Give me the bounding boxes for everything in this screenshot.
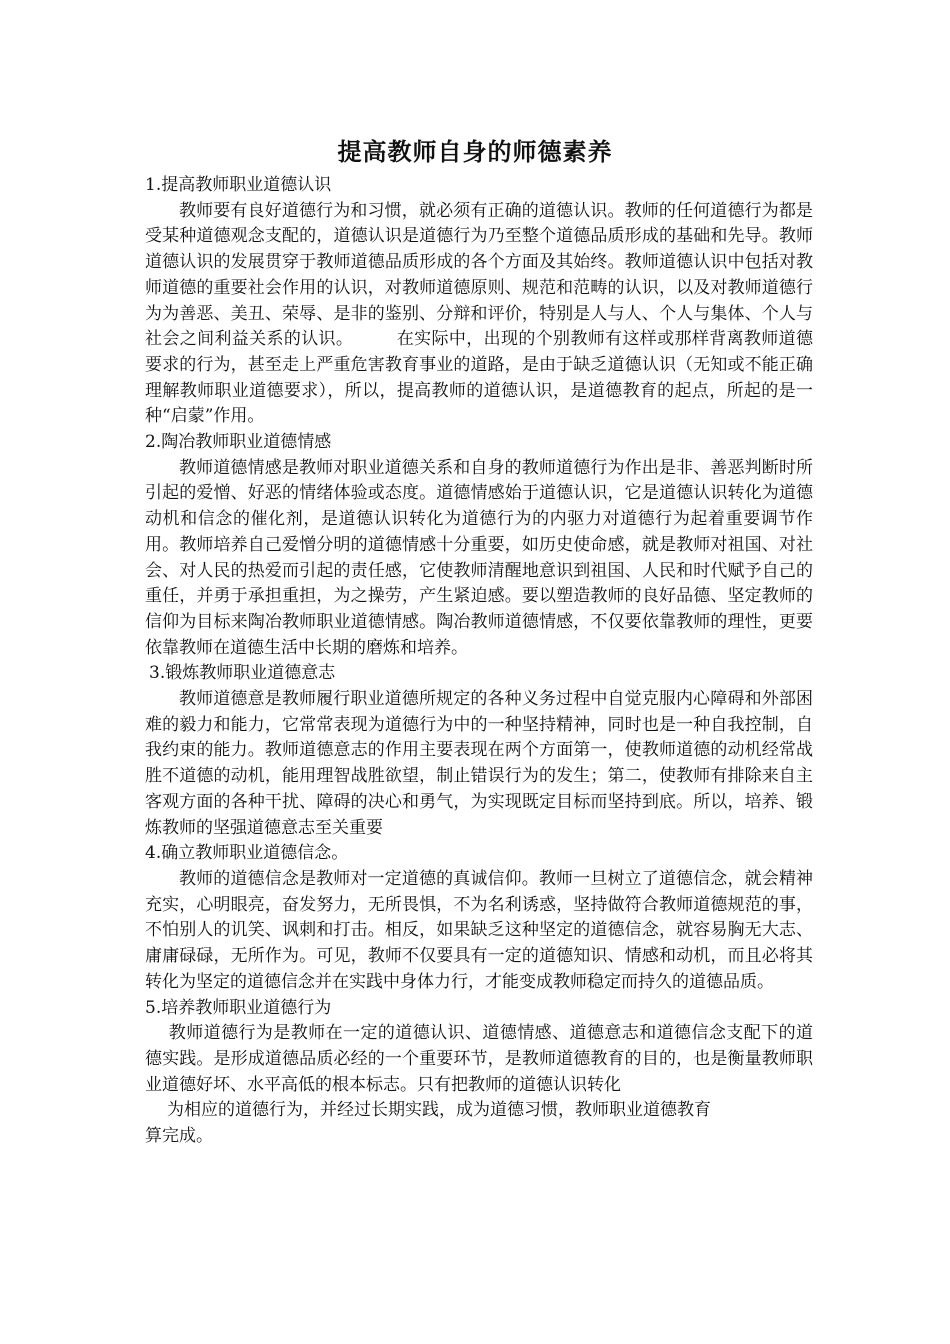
- section-heading-1: 1.提高教师职业道德认识: [145, 175, 332, 195]
- section-paragraph-5: [145, 1021, 813, 1150]
- document-title: 提高教师自身的师德素养: [337, 137, 613, 166]
- section-paragraph-2: 教师道德情感是教师对职业道德关系和自身的教师道德行为作出是非、善恶判断时所引起的爱憎、好恶的情绪体验或态度。道德情感始于道德认识，它是道德认识转化为道德动机和信念的催化剂，是道德认识转化为道德行为的内驱力对道德行为起着重要调节作用。教师培养自己爱憎分明的道德情感十分重要，如历史使命感，就是教师对祖国、对社会、对人民的热爱而引起的责任感，它使教师清醒地意识到祖国、人民和时代赋予自己的重任，并勇于承担重担，为之操劳，产生紧迫感。要以塑造教师的良好品德、坚定教师的信仰为目标来陶冶教师职业道德情感。陶冶教师道德情感，不仅要依靠教师的理性，更要依靠教师在道德生活中长期的磨炼和培养。: [145, 457, 813, 658]
- section-heading-2: 2.陶冶教师职业道德情感: [145, 432, 332, 453]
- section-heading-3: 3.锻炼教师职业道德意志: [149, 663, 336, 684]
- section-paragraph-5-line-1: 教师道德行为是教师在一定的道德认识、道德情感、道德意志和道德信念支配下的道德实践。是形成道德品质必经的一个重要环节，是教师道德教育的目的，也是衡量教师职业道德好坏、水平高低的根本标志。只有把教师的道德认识转化: [145, 1023, 813, 1095]
- section-paragraph-5-line-2: 为相应的道德行为，并经过长期实践，成为道德习惯，教师职业道德教育: [167, 1100, 711, 1121]
- document-body: [145, 173, 813, 1150]
- section-heading-5: 5.培养教师职业道德行为: [145, 997, 332, 1018]
- section-paragraph-3: 教师道德意是教师履行职业道德所规定的各种义务过程中自觉克服内心障碍和外部困难的毅力和能力，它常常表现为道德行为中的一种坚持精神，同时也是一种自我控制，自我约束的能力。教师道德意志的作用主要表现在两个方面第一，使教师道德的动机经常战胜不道德的动机，能用理智战胜欲望，制止错误行为的发生；第二，使教师有排除来自主客观方面的各种干扰、障碍的决心和勇气，为实现既定目标而坚持到底。所以，培养、锻炼教师的坚强道德意志至关重要: [145, 689, 813, 838]
- section-heading-4: 4.确立教师职业道德信念。: [145, 843, 349, 864]
- section-paragraph-4: 教师的道德信念是教师对一定道德的真诚信仰。教师一旦树立了道德信念，就会精神充实，心明眼亮，奋发努力，无所畏惧，不为名利诱惑，坚持做符合教师道德规范的事，不怕别人的讥笑、讽刺和打击。相反，如果缺乏这种坚定的道德信念，就容易胸无大志、庸庸碌碌，无所作为。可见，教师不仅要具有一定的道德知识、情感和动机，而且必将其转化为坚定的道德信念并在实践中身体力行，才能变成教师稳定而持久的道德品质。: [145, 868, 813, 992]
- section-paragraph-5-line-3: 算完成。: [145, 1126, 213, 1147]
- section-paragraph-1: 教师要有良好道德行为和习惯，就必须有正确的道德认识。教师的任何道德行为都是受某种道德观念支配的，道德认识是道德行为乃至整个道德品质形成的基础和先导。教师道德认识的发展贯穿于教师道德品质形成的各个方面及其始终。教师道德认识中包括对教师道德的重要社会作用的认识，对教师道德原则、规范和范畴的认识，以及对教师道德行为为善恶、美丑、荣辱、是非的鉴别、分辩和评价，特别是人与人、个人与集体、个人与社会之间利益关系的认识。 在实际中，出现的个别教师有这样或那样背离教师道德要求的行为，甚至走上严重危害教育事业的道路，是由于缺乏道德认识（无知或不能正确理解教师职业道德要求），所以，提高教师的道德认识，是道德教育的起点，所起的是一种“启蒙”作用。: [145, 200, 813, 427]
